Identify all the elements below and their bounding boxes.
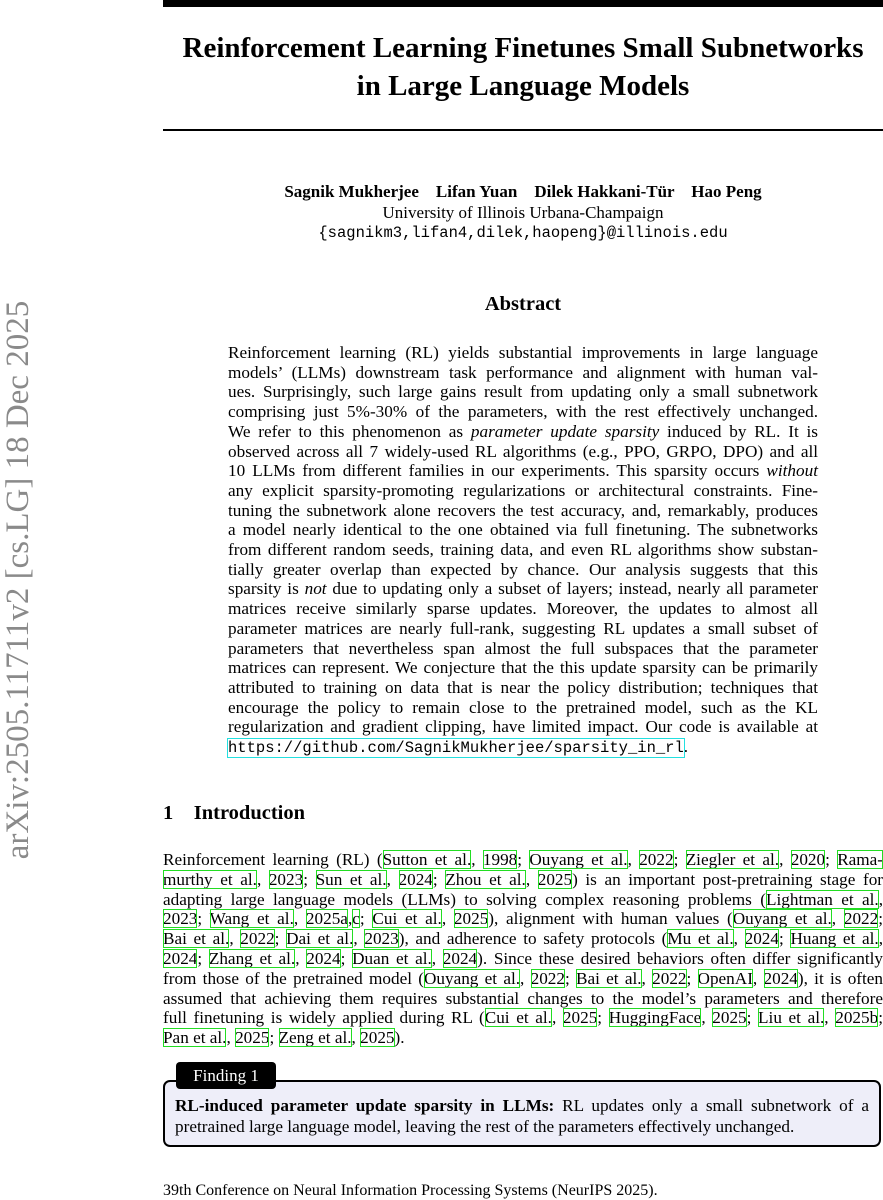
text-span: ), it is often [797,968,883,988]
text-line [163,969,883,989]
section-heading-introduction: 1 Introduction [163,802,306,824]
citation-link[interactable]: 2022 [652,968,687,988]
citation-link[interactable]: c [352,909,360,929]
citation-link[interactable]: 2025a [305,909,348,929]
arxiv-stamp: arXiv:2505.11711v2 [cs.LG] 18 Dec 2025 [0,300,36,860]
text-span: matrices can represent. We conjecture that the this update sparsity can be primarily [228,658,818,678]
text-span: parameters that nevertheless span almost the full subspaces that the parameter [228,638,818,658]
citation-link[interactable]: 2023 [268,869,304,889]
citation-link[interactable]: Mu et al. [667,929,734,949]
text-span: ; [432,869,446,889]
text-span: , [551,1008,563,1028]
citation-link[interactable]: Ouyang et al. [529,850,628,869]
text-span: full finetuning is widely applied during RL ( [163,1008,485,1028]
text-span: tuning the subnetwork alone recovers the test accuracy, and, remarkably, produces [228,500,818,520]
text-line [228,422,818,442]
text-span: , [525,869,538,889]
text-span: , [779,850,791,869]
text-line [228,343,818,363]
text-span: any explicit sparsity-promoting regularizations or architectural constraints. Fine- [228,480,818,500]
text-span: , [351,1028,361,1048]
text-span: encourage the policy to remain close to the pretrained model, such as the KL [228,697,818,717]
text-span: ; [269,1028,279,1048]
text-span: ; [597,1008,609,1028]
text-line [163,1008,883,1028]
text-span: ; [564,968,577,988]
text-span: comprising just 5%-30% of the parameters, with the rest effectively unchanged. [228,402,818,422]
citation-link[interactable]: Huang et al. [790,929,879,949]
paper-title-line-2: in Large Language Models [356,70,690,102]
text-span: , [878,889,883,909]
finding-tab: Finding 1 [176,1062,276,1089]
citation-link[interactable]: 2025 [712,1008,747,1028]
text-span: ; [878,909,883,929]
text-span: ; [340,949,353,968]
citation-link[interactable]: 2025 [453,909,489,929]
footer-venue: 39th Conference on Neural Information Processing Systems (NeurIPS 2025). [163,1182,658,1199]
citation-link[interactable]: 2022 [639,850,674,869]
text-span: regularization and gradient clipping, have limited impact. Our code is available at [228,717,818,737]
text-span: observed across all 7 widely-used RL algorithms (e.g., PPO, GRPO, DPO) and all [228,441,818,461]
citation-link[interactable]: Ouyang et al. [423,968,521,988]
citation-link[interactable]: 2020 [790,850,826,869]
text-span: , [701,1008,713,1028]
text-span: We refer to this phenomenon as [228,421,471,441]
text-line [228,382,818,402]
text-span: ), alignment with human values ( [488,909,733,929]
citation-link[interactable]: 2022 [530,968,565,988]
text-line [163,909,883,929]
text-span: . [683,737,689,756]
citation-link[interactable]: 2025 [562,1008,598,1028]
text-span: 10 LLMs from different families in our experiments. This sparsity occurs [228,461,767,481]
text-line [175,1117,869,1137]
text-line [228,639,818,659]
text-span: RL updates only a small subnetwork of a [554,1096,869,1115]
citation-link[interactable]: 2023 [364,929,399,949]
text-span: induced by RL. It is [659,421,818,441]
text-span: due to updating only a subset of layers; instead, nearly all parameter [326,579,819,599]
text-line [163,989,883,1009]
authors: Sagnik Mukherjee Lifan Yuan Dilek Hakkani-Tür Hao Peng [284,182,762,201]
citation-link[interactable]: Cui et al. [372,909,442,929]
text-span: ; [825,850,838,869]
text-span: from different random seeds, training data, and even RL algorithms show substan- [228,540,818,559]
text-line [228,363,818,383]
text-span: , [733,929,745,949]
citation-link[interactable]: 2022 [843,909,879,929]
text-span: ; [303,869,316,889]
text-line [163,870,883,890]
text-line [163,1028,883,1048]
text-line [228,678,818,698]
text-line [163,949,883,969]
citation-link[interactable]: Bai et al. [576,968,642,988]
text-span: , [824,1008,836,1028]
citation-link[interactable]: Zhang et al. [208,949,296,968]
text-span: , [471,850,483,869]
citation-link[interactable]: 2025 [537,869,573,889]
citation-link[interactable]: 2024 [442,949,478,968]
citation-link[interactable]: Cui et al. [484,1008,552,1028]
text-span: ). Since these desired behaviors often differ significantly [477,949,883,968]
text-span: parameter matrices are nearly full-rank, suggesting RL updates a small subset of [228,618,818,638]
text-span: Reinforcement learning (RL) ( [163,850,383,869]
citation-link[interactable]: 2025 [235,1028,270,1048]
text-span: , [347,909,353,929]
text-span: , [431,949,443,968]
citation-link[interactable]: 2024 [398,869,433,889]
text-span: parameter update sparsity [470,421,660,441]
text-line [228,560,818,580]
text-span: , [752,968,764,988]
text-span: models’ (LLMs) downstream task performance and alignment with human val- [228,362,818,382]
citation-link[interactable]: 2023 [163,909,198,929]
text-line [228,737,818,758]
text-span: without [766,461,818,481]
text-line [228,402,818,422]
text-span: ; [274,929,287,949]
text-span: , [293,909,306,929]
citation-link[interactable]: Sutton et al. [382,850,472,869]
title-rule [163,129,883,131]
citation-link[interactable]: Ziegler et al. [685,850,780,869]
citation-link[interactable]: Dai et al. [286,929,354,949]
text-span: ; [673,850,686,869]
text-span: ; [197,949,209,968]
citation-link[interactable]: 2022 [240,929,275,949]
text-line [228,520,818,540]
code-url-link[interactable]: https://github.com/SagnikMukherjee/sparsity_in_rl [228,739,684,757]
citation-link[interactable]: murthy et al. [163,869,257,889]
text-line [228,717,818,737]
citation-link[interactable]: OpenAI [697,968,753,988]
citation-link[interactable]: 2024 [744,929,779,949]
text-span: adapting large language models (LLMs) to solving complex reasoning problems ( [163,889,766,909]
citation-link[interactable]: 1998 [482,850,518,869]
text-span: ; [517,850,530,869]
text-line [175,1096,869,1116]
text-line [228,579,818,599]
text-span: , [229,929,241,949]
text-span: tially greater overlap than expected by chance. Our analysis suggests that this [228,559,818,579]
text-span: matrices receive similarly sparse updates. Moreover, the updates to almost all [228,599,818,619]
citation-link[interactable]: HuggingFace [608,1008,702,1028]
text-span: not [304,579,327,599]
text-span: , [353,929,365,949]
citation-link[interactable]: 2024 [163,949,198,968]
text-span: assumed that achieving them requires substantial changes to the model’s parameters and therefore [163,988,883,1008]
citation-link[interactable]: Bai et al. [163,929,230,949]
text-span: ; [778,929,791,949]
text-line [228,461,818,481]
text-line [163,890,883,910]
text-span: , [441,909,454,929]
text-span: , [878,929,883,949]
citation-link[interactable]: 2025b [835,1008,879,1028]
text-span: , [256,869,269,889]
text-span: ; [878,1008,883,1028]
text-span: attributed to training on data that is near the policy distribution; techniques that [228,677,818,697]
citation-link[interactable]: Liu et al. [758,1008,825,1028]
citation-link[interactable]: Zeng et al. [278,1028,352,1048]
citation-link[interactable]: Ouyang et al. [732,909,832,929]
email: {sagnikm3,lifan4,dilek,haopeng}@illinois.edu [318,224,728,242]
text-span: ), and adherence to safety protocols ( [398,929,668,949]
text-span: Reinforcement learning (RL) yields substantial improvements in large language [228,343,818,362]
citation-link[interactable]: 2024 [306,949,341,968]
text-span: a model nearly identical to the one obtained via full finetuning. The subnetworks [228,520,818,540]
citation-link[interactable]: Sun et al. [315,869,387,889]
text-line [228,599,818,619]
text-span: pretrained large language model, leaving the rest of the parameters effectively unchanged. [175,1117,795,1136]
top-rule [163,0,883,7]
text-span: ). [394,1028,405,1048]
text-line [228,698,818,718]
text-line [163,850,883,870]
text-span: , [627,850,640,869]
citation-link[interactable]: Pan et al. [163,1028,227,1048]
text-span: ; [197,909,210,929]
text-line [228,540,818,560]
text-span: ) is an important post-pretraining stage for [572,869,883,889]
citation-link[interactable]: Rama- [837,850,883,869]
text-line [163,929,883,949]
text-span: ; [359,909,373,929]
text-span: , [386,869,399,889]
citation-link[interactable]: 2024 [763,968,798,988]
citation-link[interactable]: 2025 [360,1028,395,1048]
citation-link[interactable]: Wang et al. [209,909,294,929]
text-span: sparsity is [228,579,305,599]
affiliation: University of Illinois Urbana-Champaign [382,203,664,222]
text-span: ; [746,1008,759,1028]
abstract-heading: Abstract [484,293,562,315]
text-span: , [831,909,844,929]
text-span: , [520,968,531,988]
citation-link[interactable]: Zhou et al. [445,869,526,889]
citation-link[interactable]: Duan et al. [352,949,432,968]
citation-link[interactable]: Lightman et al. [765,889,879,909]
text-span: , [641,968,653,988]
paper-title-line-1: Reinforcement Learning Finetunes Small Subnetworks [182,32,864,64]
text-line [228,658,818,678]
text-span: RL-induced parameter update sparsity in LLMs: [175,1096,555,1115]
text-span: , [295,949,307,968]
text-line [228,481,818,501]
text-line [228,442,818,462]
text-span: ues. Surprisingly, such large gains result from updating only a small subnetwork [228,382,818,402]
text-line [228,501,818,521]
text-line [228,619,818,639]
text-span: ; [686,968,698,988]
text-span: from those of the pretrained model ( [163,968,424,988]
text-span: , [226,1028,236,1048]
